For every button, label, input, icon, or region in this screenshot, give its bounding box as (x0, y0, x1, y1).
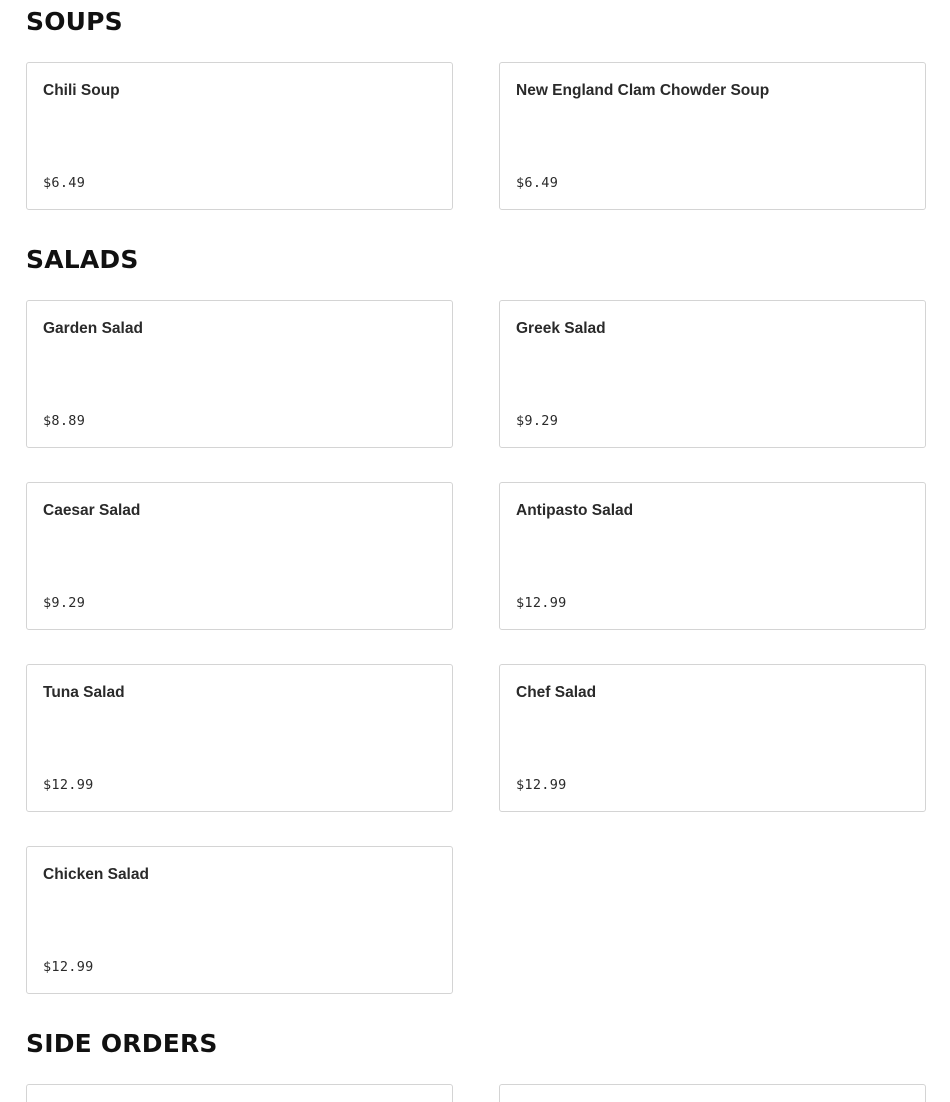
menu-item-card[interactable] (499, 1084, 926, 1102)
menu-item-name: Garden Salad (43, 320, 143, 337)
menu-item-price: $12.99 (43, 959, 94, 975)
menu-item-price: $9.29 (516, 413, 559, 429)
menu-item-card[interactable] (26, 664, 453, 812)
menu-item-card[interactable] (499, 300, 926, 448)
menu-item-card[interactable] (26, 62, 453, 210)
menu-item-name: Chicken Salad (43, 866, 149, 883)
menu-item-price: $6.49 (516, 175, 559, 191)
menu-item-name: New England Clam Chowder Soup (516, 82, 770, 99)
menu-item-price: $6.49 (43, 175, 86, 191)
menu-item-card[interactable] (26, 300, 453, 448)
menu-item-price: $9.29 (43, 595, 86, 611)
menu-item-name: Caesar Salad (43, 502, 141, 519)
menu-item-name: Chef Salad (516, 684, 597, 701)
menu-item-price: $8.89 (43, 413, 86, 429)
menu-item-name: Chili Soup (43, 82, 120, 99)
menu-item-name: Greek Salad (516, 320, 606, 337)
menu-item-card[interactable] (499, 62, 926, 210)
menu-item-card[interactable] (26, 1084, 453, 1102)
section-title-side-orders: SIDE ORDERS (26, 1029, 218, 1058)
menu-item-card[interactable] (499, 664, 926, 812)
menu-item-card[interactable] (26, 846, 453, 994)
menu-item-card[interactable] (26, 482, 453, 630)
section-title-salads: SALADS (26, 245, 139, 274)
menu-item-name: Antipasto Salad (516, 502, 634, 519)
menu-item-name: Tuna Salad (43, 684, 125, 701)
section-title-soups: SOUPS (26, 7, 123, 36)
menu-item-price: $12.99 (516, 595, 567, 611)
menu-item-card[interactable] (499, 482, 926, 630)
menu-item-price: $12.99 (43, 777, 94, 793)
menu-item-price: $12.99 (516, 777, 567, 793)
